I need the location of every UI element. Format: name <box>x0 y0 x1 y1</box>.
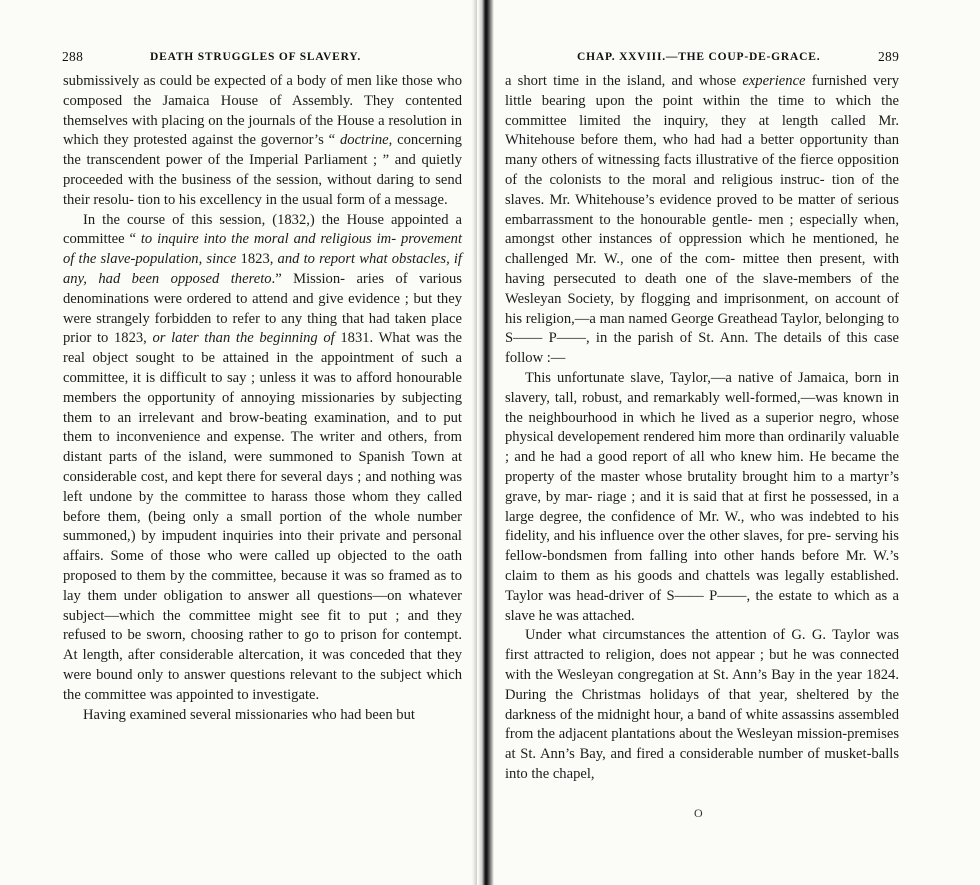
text-run: furnished very little bearing upon the point within the time to which the committee limited the inquiry, they at length called Mr. Whitehouse before them, who had had a better opportunity than many others of witnessing facts illustrative of the fierce opposition of the colonists to the moral and religious instruc- tion of the slaves. Mr. Whitehouse’s evidence proved to be matter of serious embarrassment to the honourable gentle- men ; especially when, amongst other instances of oppression which he mentioned, he challenged Mr. W., one of the com- mittee then present, with having persecuted to death one of the slave-members of the Wesleyan Society, by flogging and imprisonment, on account of his religion,—a man named George Greathead Taylor, belonging to S—— P——, in the parish of St. Ann. The details of this case follow :— <box>505 73 899 367</box>
gutter-shadow <box>472 0 477 885</box>
left-paragraph-3 <box>63 706 462 726</box>
signature-mark: O <box>694 806 703 820</box>
left-paragraph-2 <box>63 211 462 706</box>
left-page <box>0 0 478 885</box>
book-gutter <box>478 0 494 885</box>
left-page-body <box>63 72 462 725</box>
text-run: Having examined several missionaries who had been but <box>83 706 415 723</box>
left-running-title: DEATH STRUGGLES OF SLAVERY. <box>150 51 362 63</box>
italic-run: to inquire into the moral and religious im- provement of the slave-population, since <box>63 231 462 268</box>
text-run: In the course of this session, (1832,) the House appointed a committee “ <box>63 211 462 248</box>
left-paragraph-1 <box>63 72 462 211</box>
text-run: submissively as could be expected of a body of men like those who composed the Jamaica House of Assembly. They contented themselves with placing on the journals of the House a resolution in which they protested against the governor’s “ <box>63 73 462 149</box>
right-running-title: CHAP. XXVIII.—THE COUP-DE-GRACE. <box>577 51 821 63</box>
italic-run: and to report what obstacles, if any, had been opposed thereto <box>63 251 462 287</box>
right-page-number: 289 <box>878 49 900 64</box>
text-run: .” Mission- aries of various denominations were ordered to attend and give evidence ; but they were strangely forbidden to refer to any thing that had taken place prior to 1823, <box>63 270 462 347</box>
left-page-number: 288 <box>62 49 84 64</box>
text-run: 1831. What was the real object sought to be attained in the appointment of such a committee, it is difficult to say ; unless it was to afford honourable members the opportunity of annoying missionaries by subjecting them to an irrelevant and brow-beating examination, and to put them to inconvenience and expense. The writer and others, from distant parts of the island, were summoned to Spanish Town at considerable cost, and kept there for several days ; and nothing was left undone by the committee to harass those whom they called before them, (being only a small portion of the whole number summoned,) by impudent inquiries into their private and personal affairs. Some of those who were called up objected to the oath proposed to them by the committee, because it was so framed as to lay them under obligation to answer all questions—on whatever subject—which the committee might see fit to put ; and they refused to be sworn, choosing rather to go to prison for contempt. At length, after considerable altercation, it was conceded that they were bound only to answer questions relevant to the subject which the committee was appointed to investigate. <box>63 330 462 703</box>
italic-run: or later than the beginning of <box>152 330 341 347</box>
text-run: 1823, <box>240 251 278 268</box>
text-run: Under what circumstances the attention of G. G. Taylor was first attracted to religion, does not appear ; but he was connected with the Wesleyan congregation at St. Ann’s Bay in the year 1824. During the Christmas holidays of that year, sheltered by the darkness of the midnight hour, a band of white assassins assembled from the adjacent plantations about the Wesleyan mission-premises at St. Ann’s Bay, and fired a considerable number of musket-balls into the chapel, <box>505 627 899 782</box>
text-run: a short time in the island, and whose <box>505 73 743 89</box>
italic-run: doctrine <box>339 132 389 149</box>
right-paragraph-2 <box>505 369 899 626</box>
text-run: , concerning the transcendent power of the Imperial Parliament ; ” and quietly proceeded with the business of the session, without daring to send their resolu- tion to his excellency in the usual form of a message. <box>63 132 462 208</box>
text-run: This unfortunate slave, Taylor,—a native of Jamaica, born in slavery, tall, robust, and remarkably well-formed,—was known in the neighbourhood in which he lived as a superior negro, whose physical developement rendered him more than ordinarily valuable ; and he had a good report of all who knew him. He became the property of the master whose brutality brought him to a martyr’s grave, by mar- riage ; and it is said that at first he possessed, in a large degree, the confidence of Mr. W., who was indebted to his fidelity, and his influence over the other slaves, for pre- serving his fellow-bondsmen from falling into other hands before Mr. W.’s claim to them as his goods and chattels was legally established. Taylor was head-driver of S—— P——, the estate to which as a slave he was attached. <box>505 369 899 624</box>
right-paragraph-1 <box>505 72 899 369</box>
right-page <box>494 0 980 885</box>
right-paragraph-3 <box>505 626 899 784</box>
right-page-body <box>505 72 899 785</box>
italic-run: experience <box>742 73 806 89</box>
